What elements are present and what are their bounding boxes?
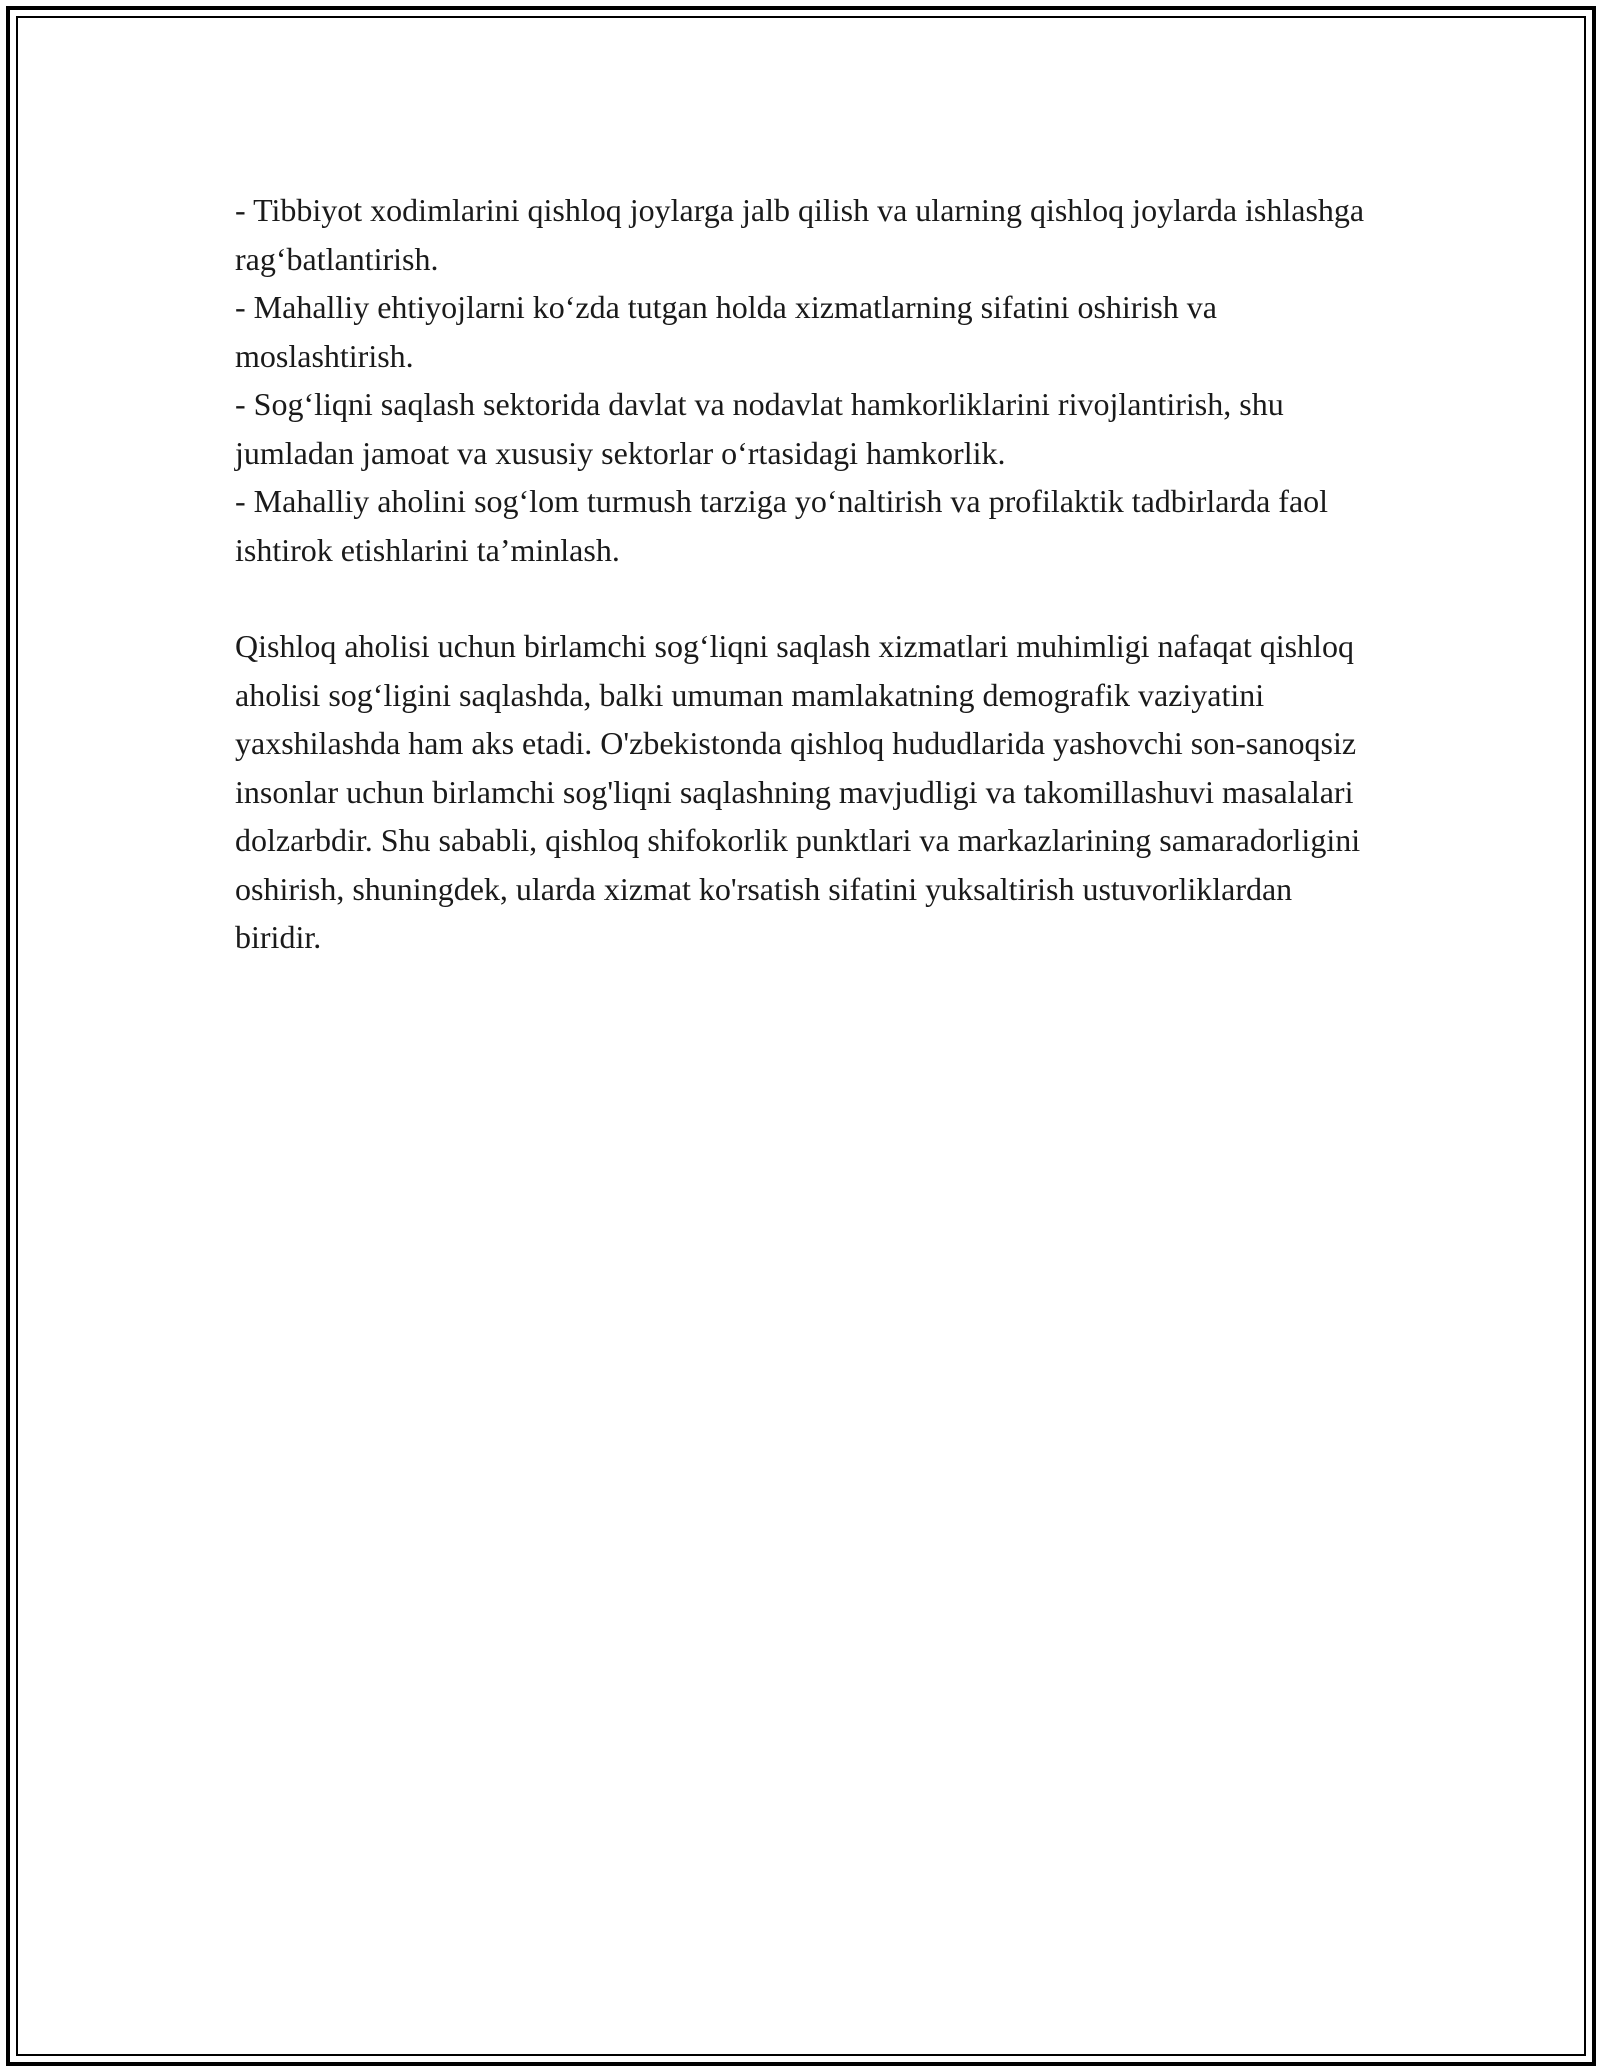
document-body <box>235 186 1375 962</box>
bullet-item-3: - Sog‘liqni saqlash sektorida davlat va nodavlat hamkorliklarini rivojlantirish, shu jumladan jamoat va xususiy sektorlar o‘rtasidagi hamkorlik. <box>235 386 1284 471</box>
bullet-item-1: - Tibbiyot xodimlarini qishloq joylarga jalb qilish va ularning qishloq joylarda ishlashga rag‘batlantirish. <box>235 192 1365 277</box>
body-paragraph: Qishloq aholisi uchun birlamchi sog‘liqni saqlash xizmatlari muhimligi nafaqat qishloq aholisi sog‘ligini saqlashda, balki umuman mamlakatning demografik vaziyatini yaxshilashda ham aks etadi. O'zbekistonda qishloq hududlarida yashovchi son-sanoqsiz insonlar uchun birlamchi sog'liqni saqlashning mavjudligi va takomillashuvi masalalari dolzarbdir. Shu sababli, qishloq shifokorlik punktlari va markazlarining samaradorligini oshirish, shuningdek, ularda xizmat ko'rsatish sifatini yuksaltirish ustuvorliklardan biridir. <box>235 628 1361 955</box>
bullet-item-2: - Mahalliy ehtiyojlarni ko‘zda tutgan holda xizmatlarning sifatini oshirish va moslashtirish. <box>235 289 1217 374</box>
bullet-item-4: - Mahalliy aholini sog‘lom turmush tarziga yo‘naltirish va profilaktik tadbirlarda faol ishtirok etishlarini ta’minlash. <box>235 483 1329 568</box>
